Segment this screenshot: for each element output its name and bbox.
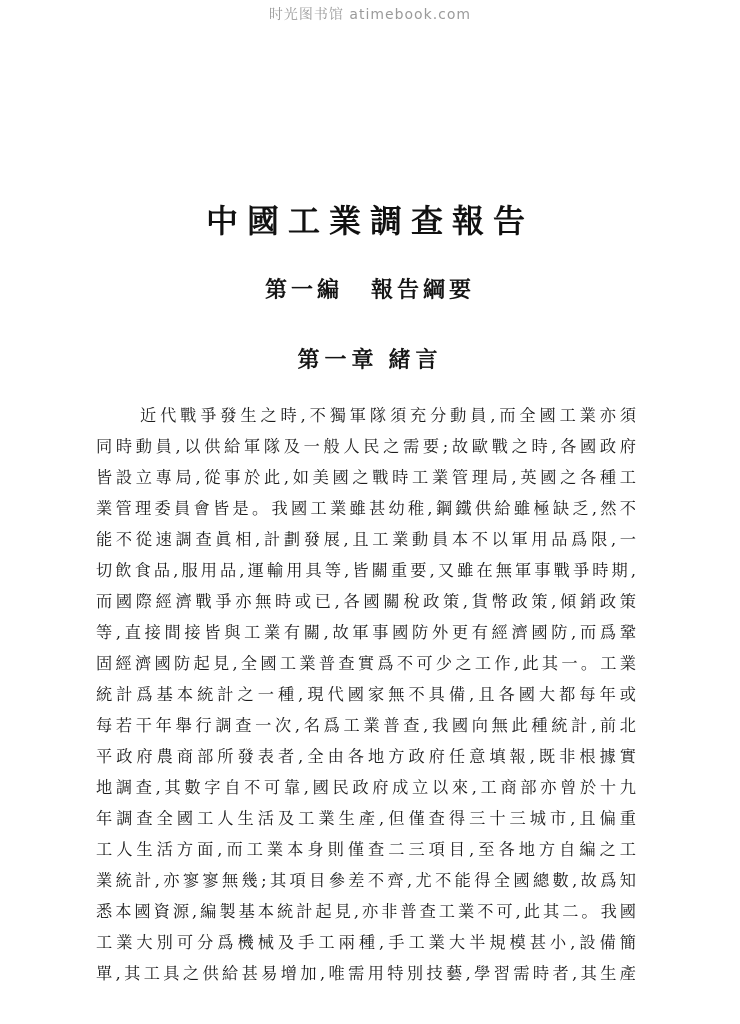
paragraph-line: 每若干年舉行調查一次,名爲工業普查,我國向無此種統計,前北 (96, 716, 636, 735)
paragraph-line: 平政府農商部所發表者,全由各地方政府任意填報,既非根據實 (96, 747, 636, 766)
chapter-name: 緒言 (388, 347, 443, 373)
watermark: 时光图书馆 atimebook.com (268, 7, 472, 23)
paragraph-line: 工業大別可分爲機械及手工兩種,手工業大半規模甚小,設備簡 (96, 933, 636, 952)
paragraph-line: 年調查全國工人生活及工業生產,但僅查得三十三城市,且偏重 (96, 809, 636, 828)
part-heading (0, 273, 740, 304)
paragraph-line: 業管理委員會皆是。我國工業雖甚幼稚,鋼鐵供給雖極缺乏,然不 (96, 499, 636, 518)
paragraph-line: 單,其工具之供給甚易增加,唯需用特別技藝,學習需時者,其生產 (96, 964, 636, 983)
chapter-label: 第一章 (297, 347, 379, 373)
paragraph-line: 悉本國資源,編製基本統計起見,亦非普查工業不可,此其二。我國 (96, 902, 636, 921)
paragraph-line: 同時動員,以供給軍隊及一般人民之需要;故歐戰之時,各國政府 (96, 437, 636, 456)
paragraph-line: 工人生活方面,而工業本身則僅查二三項目,至各地方自編之工 (96, 840, 636, 859)
paragraph-line: 業統計,亦寥寥無幾;其項目參差不齊,尤不能得全國總數,故爲知 (96, 871, 636, 890)
part-name: 報告綱要 (371, 277, 476, 303)
paragraph-line: 等,直接間接皆與工業有關,故軍事國防外更有經濟國防,而爲鞏 (96, 623, 636, 642)
report-title: 中國工業調查報告 (205, 202, 534, 240)
paragraph-line: 固經濟國防起見,全國工業普查實爲不可少之工作,此其一。工業 (96, 654, 636, 673)
paragraph-line: 切飲食品,服用品,運輸用具等,皆關重要,又雖在無軍事戰爭時期, (96, 561, 636, 580)
paragraph-line: 近代戰爭發生之時,不獨軍隊須充分動員,而全國工業亦須 (140, 406, 636, 425)
chapter-heading (0, 343, 740, 374)
paragraph-line: 地調查,其數字自不可靠,國民政府成立以來,工商部亦曾於十九 (96, 778, 636, 797)
paragraph-line: 能不從速調查眞相,計劃發展,且工業動員本不以軍用品爲限,一 (96, 530, 636, 549)
part-label: 第一編 (264, 277, 343, 303)
paragraph-line: 而國際經濟戰爭亦無時或已,各國關稅政策,貨幣政策,傾銷政策 (96, 592, 636, 611)
introduction-paragraph (96, 400, 636, 989)
paragraph-line: 皆設立專局,從事於此,如美國之戰時工業管理局,英國之各種工 (96, 468, 636, 487)
paragraph-line: 統計爲基本統計之一種,現代國家無不具備,且各國大都每年或 (96, 685, 636, 704)
